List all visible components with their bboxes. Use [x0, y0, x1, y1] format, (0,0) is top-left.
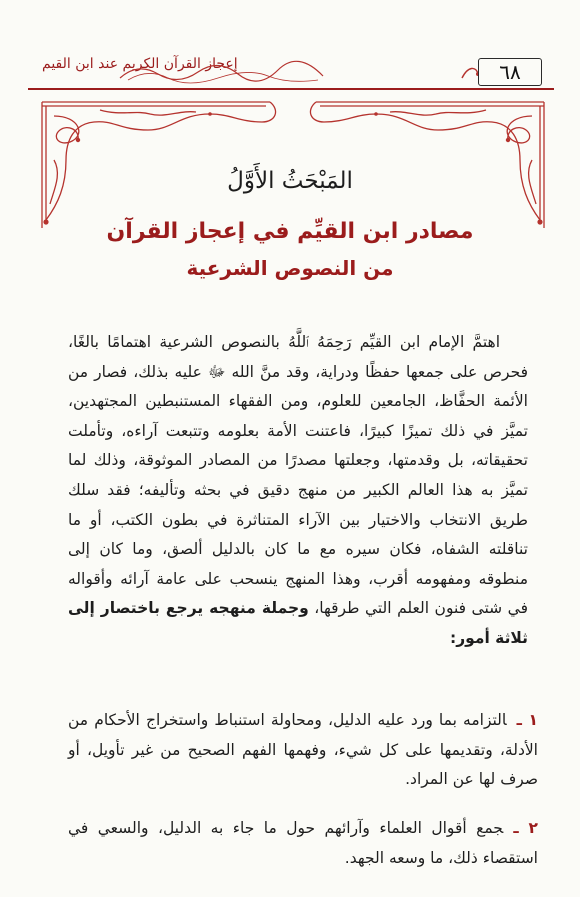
- list-item-text: جمع أقوال العلماء وآرائهم حول ما جاء به الدليل، والسعي في استقصاء ذلك، ما وسعه الجهد.: [68, 819, 538, 867]
- arabesque-corner-ornament-icon: [40, 100, 546, 230]
- list-item-number: ٢ ـ: [513, 819, 538, 837]
- body-paragraph: [68, 328, 528, 654]
- section-label: المَبْحَثُ الأَوَّلُ: [227, 168, 353, 194]
- chapter-heading-line-2: من النصوص الشرعية: [186, 256, 394, 280]
- paragraph-bold-text: وجملة منهجه يرجع باختصار إلى ثلاثة أمور:: [68, 599, 528, 647]
- chapter-heading-line-1: مصادر ابن القيِّم في إعجاز القرآن: [106, 219, 474, 244]
- list-item: [68, 814, 538, 873]
- running-title: إعجاز القرآن الكريم عند ابن القيم: [42, 56, 238, 72]
- list-item: [68, 706, 538, 795]
- paragraph-text: اهتمَّ الإمام ابن القيِّم رَحِمَهُ ٱللَّهُ بالنصوص الشرعية اهتمامًا بالغًا، فحرص على جمعها حفظًا ودراية، وقد منَّ الله ﷻ عليه بذلك، فصار من الأئمة الحفَّاظ، الجامعين للعلوم، ومن الفقهاء المستنبطين المجتهدين، تميَّز في ذلك تميزًا كبيرًا، فاعتنت الأمة بعلومه وتتبعت آراءه، وتأملت تحقيقاته، بل وقدمتها، وجعلتها مصدرًا من المصادر الموثوقة، وذلك لما تميَّز به هذا العالم الكبير من منهج دقيق في بحثه وتأليفه؛ فقد سلك طريق الانتخاب والاختيار بين الآراء المتناثرة في بطون الكتب، أو ما تناقلته الشفاه، فكان سيره مع ما كان بالدليل ألصق، وما كان إلى منطوقه ومفهومه أقرب، وهذا المنهج ينسحب على عامة آرائه وأقواله في شتى فنون العلم التي طرقها،: [68, 333, 528, 618]
- page-header: [28, 52, 554, 92]
- header-ornament-icon: [118, 58, 328, 84]
- list-item-number: ١ ـ: [516, 711, 538, 729]
- list-item-text: التزامه بما ورد عليه الدليل، ومحاولة استنباط واستخراج الأحكام من الأدلة، وتقديمها على كل شيء، وفهمها الفهم الصحيح من غير تأويل، أو صرف لها عن المراد.: [68, 711, 538, 789]
- page-number: ٦٨: [478, 58, 542, 86]
- header-rule: [28, 88, 554, 90]
